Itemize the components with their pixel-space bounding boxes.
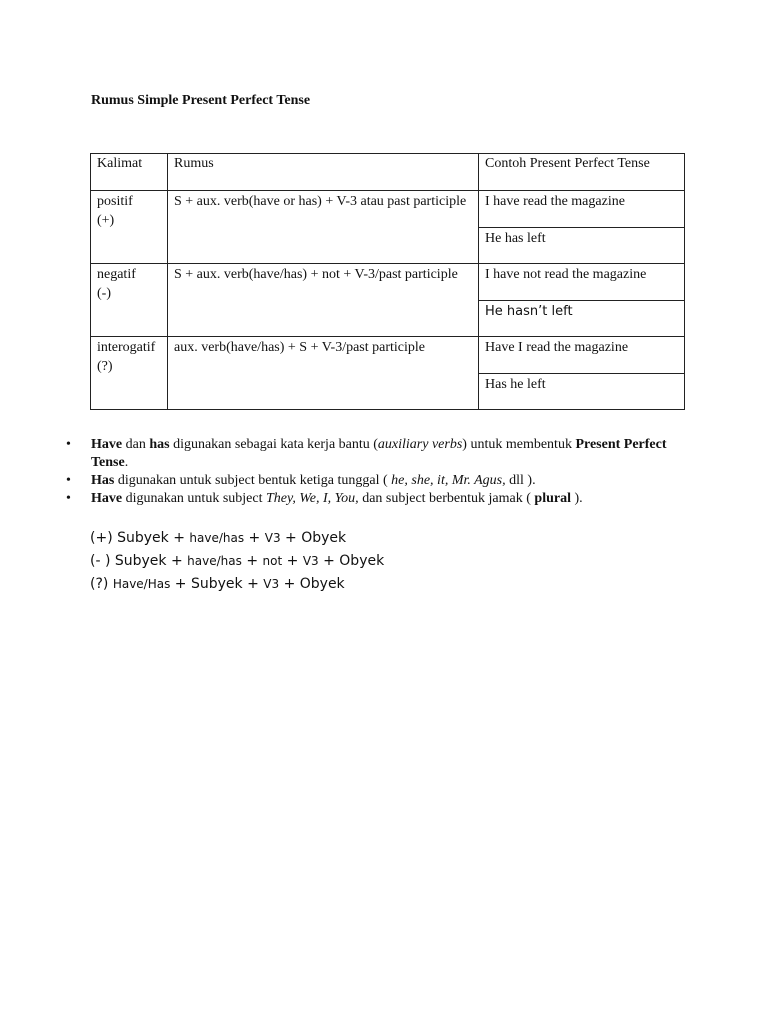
note-italic: They, We, I, You, <box>265 491 359 506</box>
rumus-text: S + aux. verb(have or has) + V-3 atau past participle <box>174 194 467 209</box>
rumus-text: S + aux. verb(have/has) + not + V-3/past participle <box>174 267 458 282</box>
bullet-icon: • <box>66 473 71 488</box>
note-bold: Present Perfect Tense <box>91 437 667 470</box>
rumus-positif <box>168 191 479 264</box>
formula-part: Have/Has <box>112 577 171 591</box>
formula-negative <box>90 550 384 573</box>
formula-part: (?) <box>90 576 113 592</box>
kalimat-negatif <box>91 264 168 337</box>
notes-list <box>66 436 676 508</box>
example-text: I have not read the magazine <box>485 267 647 282</box>
note-italic: he, she, it, Mr. Agus, <box>391 473 506 488</box>
formula-part: V3 <box>264 531 281 545</box>
formula-part: + Obyek <box>279 576 345 592</box>
formula-part: + <box>282 553 303 569</box>
kalimat-label: positif <box>97 194 133 209</box>
table-row-negatif <box>91 264 685 301</box>
formula-part: (+) Subyek + <box>90 530 190 546</box>
example-text: He has left <box>485 231 546 246</box>
note-bold: Has <box>91 473 115 488</box>
note-item <box>66 436 676 472</box>
example-cell <box>479 301 685 337</box>
formula-part: + <box>244 530 265 546</box>
kalimat-label: negatif <box>97 267 136 282</box>
formula-part: (- ) Subyek + <box>90 553 188 569</box>
formula-part: have/has <box>189 531 245 545</box>
note-text: ). <box>570 491 583 506</box>
note-bold: Have <box>91 437 123 452</box>
rumus-interogatif <box>168 337 479 410</box>
formula-positive <box>90 527 384 550</box>
formula-part: not <box>262 554 283 568</box>
formula-part: have/has <box>187 554 242 568</box>
formula-table <box>90 153 685 410</box>
table-row-positif <box>91 191 685 228</box>
note-text: digunakan sebagai kata kerja bantu ( <box>169 437 378 452</box>
example-text: He hasn’t left <box>485 304 573 319</box>
rumus-negatif <box>168 264 479 337</box>
kalimat-symbol: (?) <box>97 359 113 374</box>
page-title: Rumus Simple Present Perfect Tense <box>91 93 311 108</box>
example-text: Has he left <box>485 377 546 392</box>
formula-part: + Obyek <box>318 553 385 569</box>
table-row-interogatif <box>91 337 685 374</box>
note-bold: plural <box>534 491 571 506</box>
kalimat-label: interogatif <box>97 340 156 355</box>
formula-summary <box>90 527 384 596</box>
kalimat-symbol: (-) <box>97 286 111 301</box>
note-bold: has <box>149 437 170 452</box>
example-text: Have I read the magazine <box>485 340 629 355</box>
formula-part: + Obyek <box>280 530 347 546</box>
example-cell <box>479 264 685 301</box>
formula-part: + Subyek + <box>170 576 264 592</box>
note-item <box>66 472 676 490</box>
note-text: digunakan untuk subject <box>122 491 266 506</box>
note-text: digunakan untuk subject bentuk ketiga tunggal ( <box>114 473 392 488</box>
example-text: I have read the magazine <box>485 194 625 209</box>
note-item <box>66 490 676 508</box>
kalimat-symbol: (+) <box>97 213 115 228</box>
kalimat-positif <box>91 191 168 264</box>
rumus-text: aux. verb(have/has) + S + V-3/past participle <box>174 340 426 355</box>
header-contoh: Contoh Present Perfect Tense <box>479 154 685 191</box>
note-text: ) untuk membentuk <box>462 437 576 452</box>
note-text: dan <box>122 437 150 452</box>
note-italic: auxiliary verbs <box>377 437 463 452</box>
example-cell <box>479 191 685 228</box>
bullet-icon: • <box>66 437 71 452</box>
example-cell <box>479 374 685 410</box>
bullet-icon: • <box>66 491 71 506</box>
note-bold: Have <box>91 491 123 506</box>
formula-part: V3 <box>302 554 319 568</box>
header-rumus: Rumus <box>168 154 479 191</box>
formula-part: + <box>241 553 263 569</box>
example-cell <box>479 228 685 264</box>
note-text: dan subject berbentuk jamak ( <box>358 491 535 506</box>
header-kalimat: Kalimat <box>91 154 168 191</box>
table-header-row <box>91 154 685 191</box>
formula-interrogative <box>90 573 384 596</box>
kalimat-interogatif <box>91 337 168 410</box>
note-text: . <box>124 455 129 470</box>
note-text: dll ). <box>505 473 536 488</box>
formula-part: V3 <box>263 577 280 591</box>
example-cell <box>479 337 685 374</box>
